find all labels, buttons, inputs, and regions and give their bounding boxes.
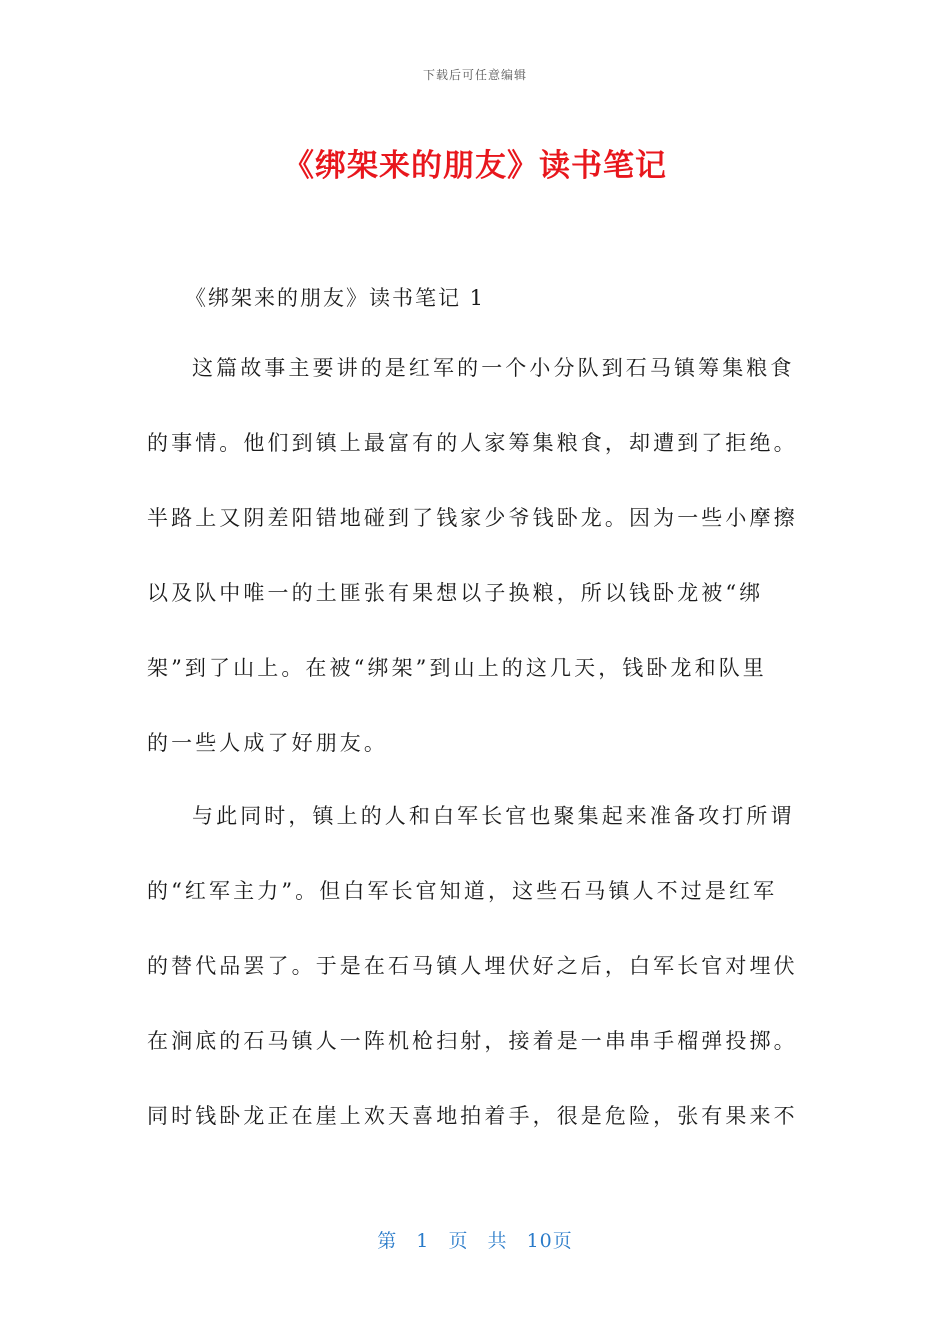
section-heading: 《绑架来的朋友》读书笔记 1 (185, 286, 486, 310)
paragraph-1-line-3: 半路上又阴差阳错地碰到了钱家少爷钱卧龙。因为一些小摩擦 (147, 506, 798, 530)
footer-gong: 共 (487, 1230, 508, 1252)
paragraph-2-line-1: 与此同时，镇上的人和白军长官也聚集起来准备攻打所谓 (192, 804, 795, 828)
page-footer (0, 1226, 950, 1253)
document-title: 《绑架来的朋友》读书笔记 (283, 148, 667, 184)
footer-ye: 页 (448, 1230, 469, 1252)
paragraph-1-line-4: 以及队中唯一的土匪张有果想以子换粮，所以钱卧龙被“绑 (147, 581, 764, 605)
paragraph-1-line-2: 的事情。他们到镇上最富有的人家筹集粮食，却遭到了拒绝。 (147, 431, 798, 455)
footer-di: 第 (377, 1230, 398, 1252)
paragraph-1-line-6: 的一些人成了好朋友。 (147, 731, 388, 755)
paragraph-2-line-5: 同时钱卧龙正在崖上欢天喜地拍着手，很是危险，张有果来不 (147, 1104, 798, 1128)
paragraph-1-line-1: 这篇故事主要讲的是红军的一个小分队到石马镇筹集粮食 (192, 356, 795, 380)
footer-page-number: 1 (416, 1230, 430, 1252)
paragraph-2-line-3: 的替代品罢了。于是在石马镇人埋伏好之后，白军长官对埋伏 (147, 954, 798, 978)
footer-total-pages: 10页 (526, 1230, 573, 1252)
paragraph-2-line-4: 在涧底的石马镇人一阵机枪扫射，接着是一串串手榴弹投掷。 (147, 1029, 798, 1053)
header-note: 下载后可任意编辑 (422, 68, 527, 82)
paragraph-2-line-2: 的“红军主力”。但白军长官知道，这些石马镇人不过是红军 (147, 879, 778, 903)
paragraph-1-line-5: 架”到了山上。在被“绑架”到山上的这几天，钱卧龙和队里 (147, 656, 767, 680)
